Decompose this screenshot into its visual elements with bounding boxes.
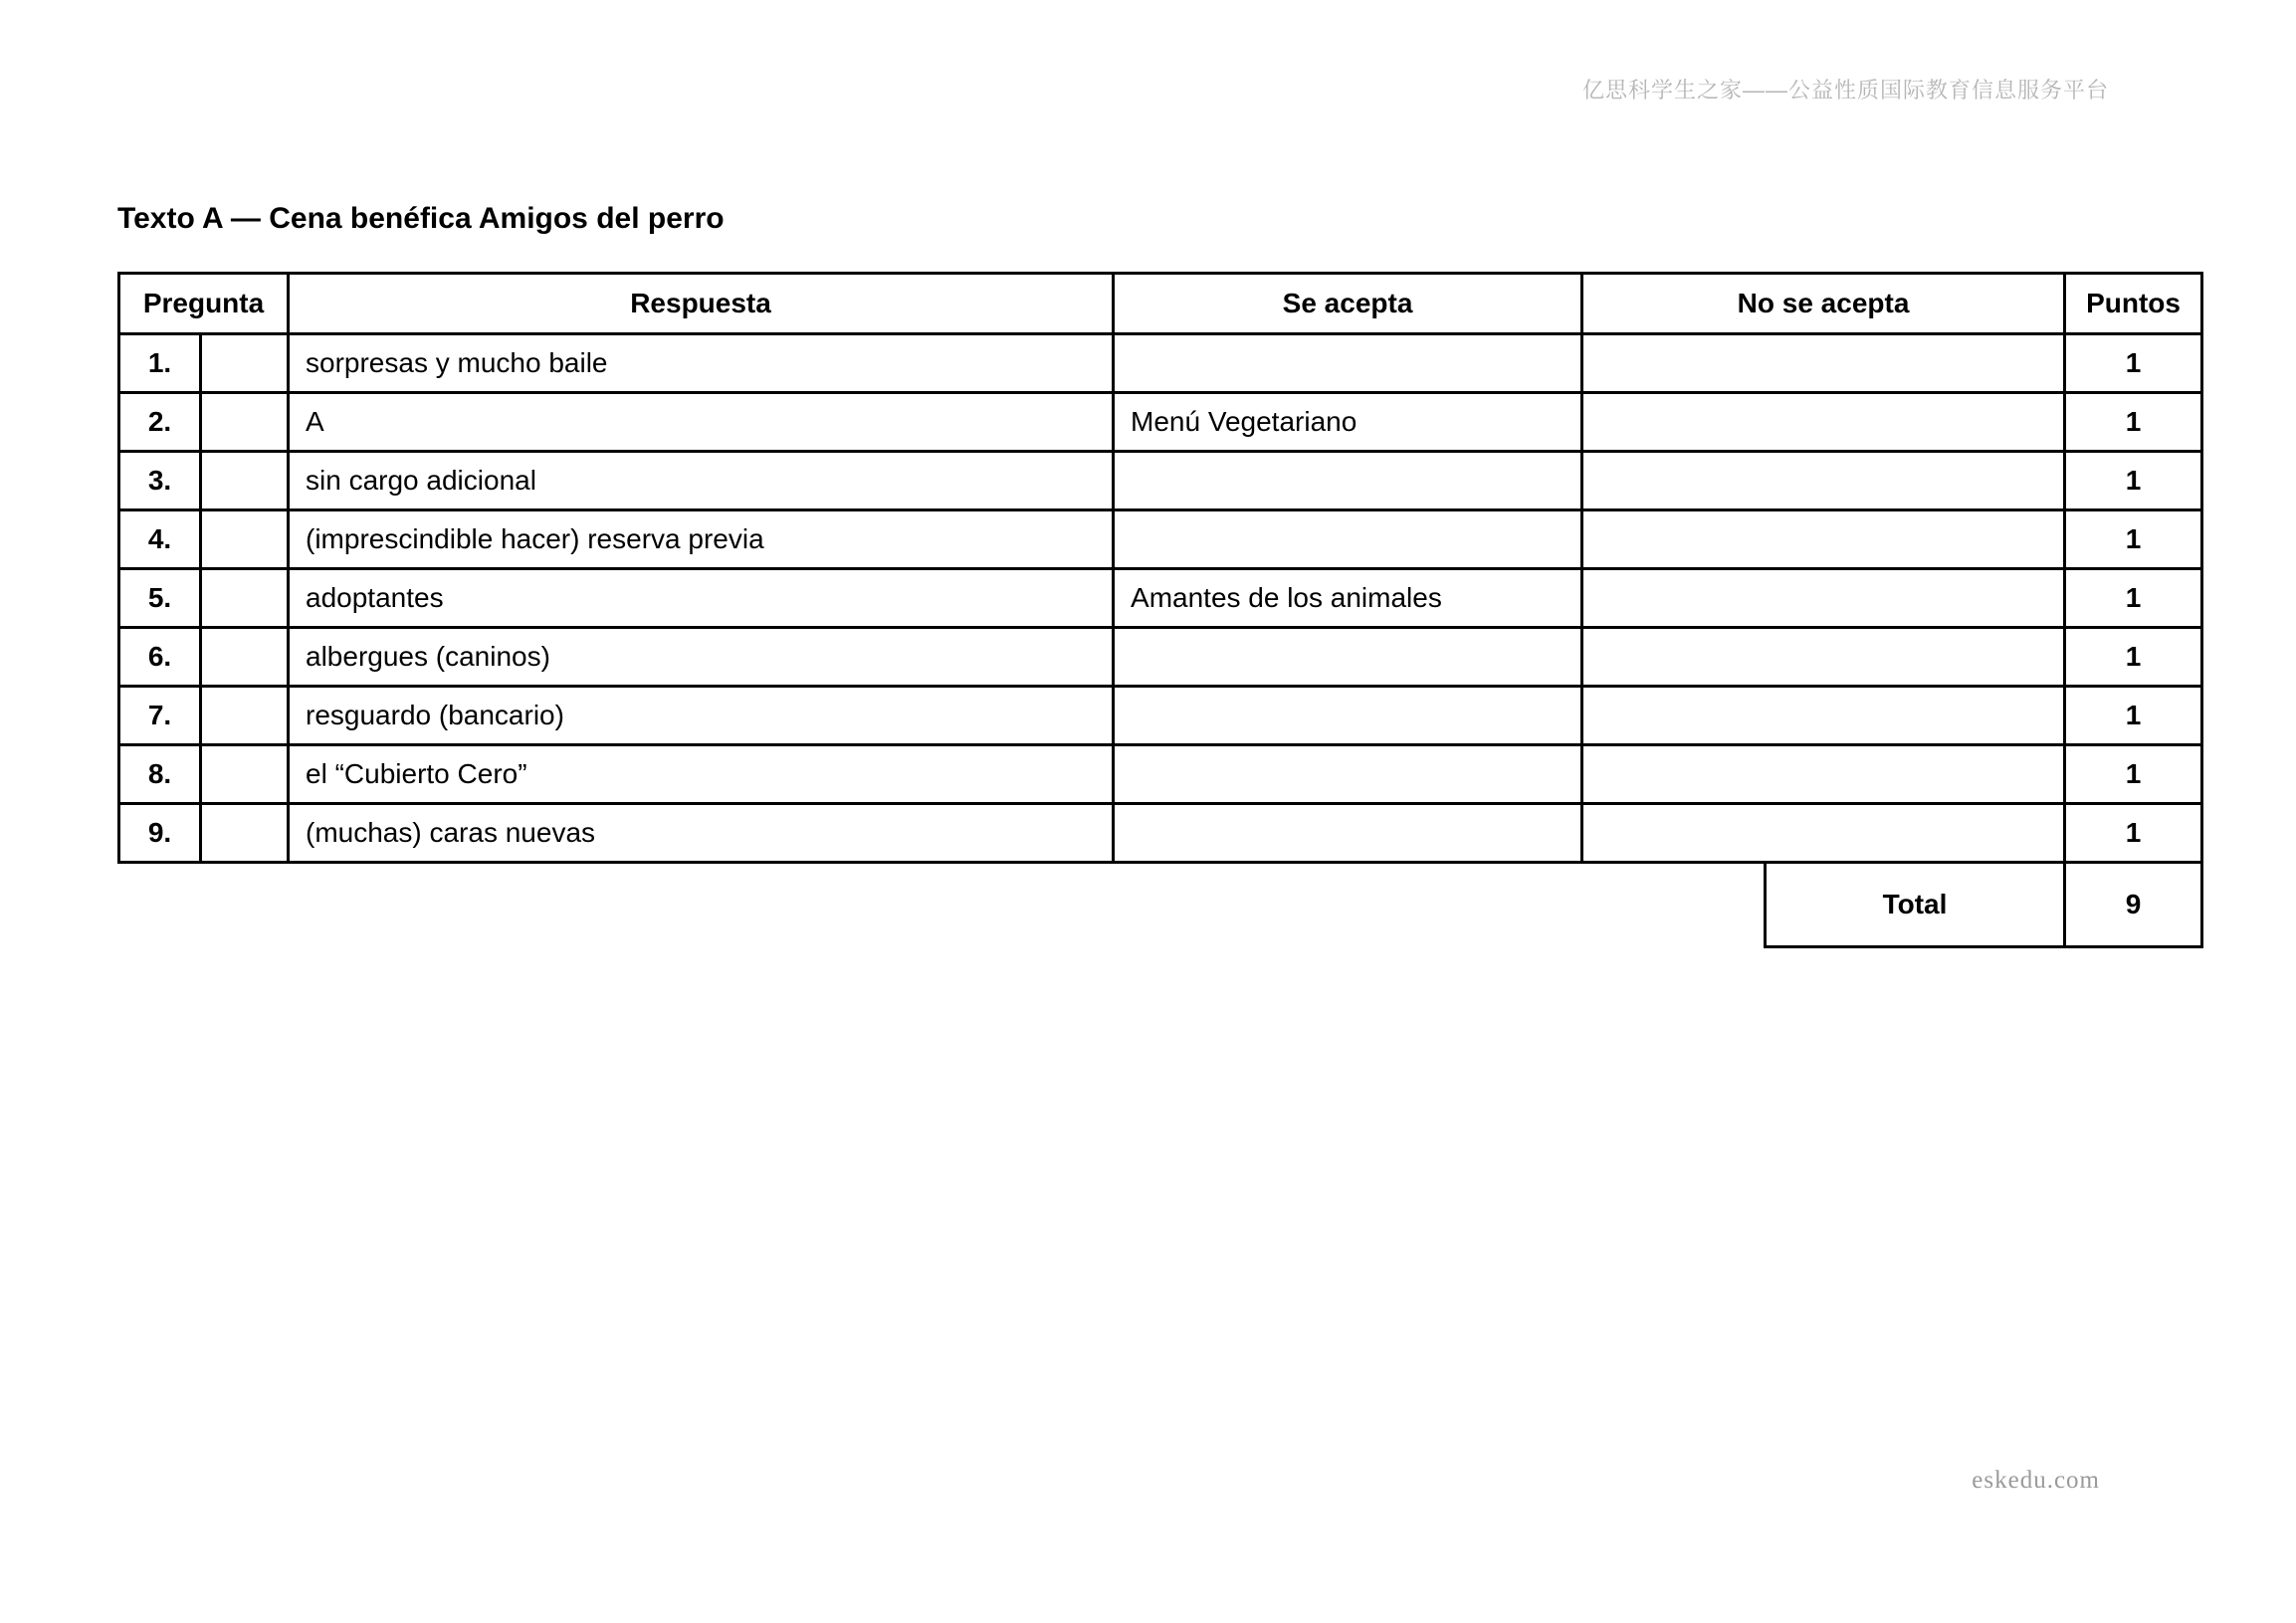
not-accepted-cell xyxy=(1582,334,2065,393)
not-accepted-cell xyxy=(1582,628,2065,687)
question-number-cell: 4. xyxy=(119,510,201,569)
accepted-cell xyxy=(1114,687,1582,745)
table-row xyxy=(119,510,2202,569)
markscheme-section xyxy=(117,272,2203,948)
table-row xyxy=(119,745,2202,804)
accepted-cell: Menú Vegetariano xyxy=(1114,393,1582,452)
points-cell: 1 xyxy=(2065,569,2202,628)
points-cell: 1 xyxy=(2065,804,2202,863)
table-row xyxy=(119,334,2202,393)
table-row xyxy=(119,804,2202,863)
accepted-cell xyxy=(1114,334,1582,393)
answer-cell: adoptantes xyxy=(289,569,1114,628)
blank-cell xyxy=(201,452,289,510)
table-row xyxy=(119,452,2202,510)
blank-cell xyxy=(201,804,289,863)
question-number-cell: 8. xyxy=(119,745,201,804)
table-row xyxy=(119,687,2202,745)
question-number-cell: 3. xyxy=(119,452,201,510)
blank-cell xyxy=(201,745,289,804)
blank-cell xyxy=(201,687,289,745)
accepted-cell xyxy=(1114,745,1582,804)
points-cell: 1 xyxy=(2065,687,2202,745)
question-number-cell: 2. xyxy=(119,393,201,452)
table-row xyxy=(119,569,2202,628)
accepted-cell xyxy=(1114,804,1582,863)
points-cell: 1 xyxy=(2065,628,2202,687)
total-points-cell: 9 xyxy=(2065,863,2202,947)
table-row xyxy=(119,393,2202,452)
answer-cell: (muchas) caras nuevas xyxy=(289,804,1114,863)
column-header-no-se-acepta: No se acepta xyxy=(1582,274,2065,334)
column-header-respuesta: Respuesta xyxy=(289,274,1114,334)
answer-cell: el “Cubierto Cero” xyxy=(289,745,1114,804)
accepted-cell xyxy=(1114,628,1582,687)
total-row xyxy=(1764,861,2203,948)
points-cell: 1 xyxy=(2065,452,2202,510)
not-accepted-cell xyxy=(1582,393,2065,452)
not-accepted-cell xyxy=(1582,687,2065,745)
points-cell: 1 xyxy=(2065,393,2202,452)
answer-cell: sorpresas y mucho baile xyxy=(289,334,1114,393)
watermark-text: 亿思科学生之家——公益性质国际教育信息服务平台 xyxy=(1581,78,2109,102)
blank-cell xyxy=(201,628,289,687)
not-accepted-cell xyxy=(1582,510,2065,569)
blank-cell xyxy=(201,510,289,569)
accepted-cell xyxy=(1114,510,1582,569)
answer-cell: A xyxy=(289,393,1114,452)
blank-cell xyxy=(201,393,289,452)
markscheme-table xyxy=(117,272,2203,864)
not-accepted-cell xyxy=(1582,804,2065,863)
blank-cell xyxy=(201,334,289,393)
blank-cell xyxy=(201,569,289,628)
column-header-se-acepta: Se acepta xyxy=(1114,274,1582,334)
answer-cell: sin cargo adicional xyxy=(289,452,1114,510)
total-label-cell: Total xyxy=(1766,863,2065,947)
answer-cell: albergues (caninos) xyxy=(289,628,1114,687)
not-accepted-cell xyxy=(1582,569,2065,628)
footer-site-text: eskedu.com xyxy=(1972,1467,2100,1494)
points-cell: 1 xyxy=(2065,334,2202,393)
table-header-row xyxy=(119,274,2202,334)
accepted-cell xyxy=(1114,452,1582,510)
not-accepted-cell xyxy=(1582,745,2065,804)
question-number-cell: 1. xyxy=(119,334,201,393)
question-number-cell: 9. xyxy=(119,804,201,863)
question-number-cell: 6. xyxy=(119,628,201,687)
answer-cell: (imprescindible hacer) reserva previa xyxy=(289,510,1114,569)
page-title: Texto A — Cena benéfica Amigos del perro xyxy=(117,202,725,235)
points-cell: 1 xyxy=(2065,745,2202,804)
accepted-cell: Amantes de los animales xyxy=(1114,569,1582,628)
column-header-puntos: Puntos xyxy=(2065,274,2202,334)
points-cell: 1 xyxy=(2065,510,2202,569)
question-number-cell: 7. xyxy=(119,687,201,745)
answer-cell: resguardo (bancario) xyxy=(289,687,1114,745)
not-accepted-cell xyxy=(1582,452,2065,510)
table-row xyxy=(119,628,2202,687)
column-header-pregunta: Pregunta xyxy=(119,274,289,334)
question-number-cell: 5. xyxy=(119,569,201,628)
